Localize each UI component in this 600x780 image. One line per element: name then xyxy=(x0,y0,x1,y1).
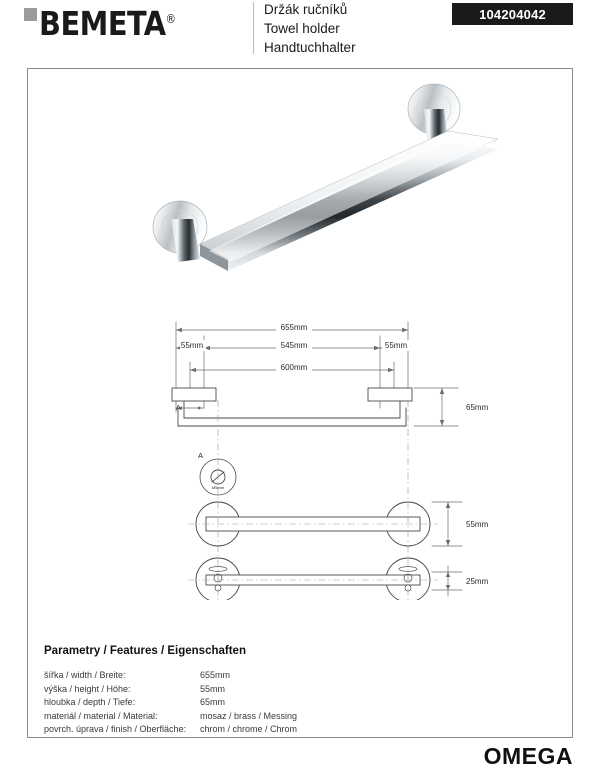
series-name: OMEGA xyxy=(483,743,573,769)
spec-label-finish: povrch. úprava / finish / Oberfläche: xyxy=(44,724,187,734)
dim-right-segment: 55mm xyxy=(384,341,408,350)
specifications-section xyxy=(44,645,464,737)
spec-value-width: 655mm xyxy=(200,670,231,680)
technical-drawing xyxy=(28,300,572,600)
registered-trademark-icon: ® xyxy=(165,12,176,26)
spec-row xyxy=(44,710,464,724)
spec-label-height: výška / height / Höhe: xyxy=(44,683,131,694)
brand-name xyxy=(39,2,176,41)
spec-label-depth: hloubka / depth / Tiefe: xyxy=(44,697,136,707)
product-photo xyxy=(28,69,572,299)
brand-name-text: BEMETA xyxy=(39,4,166,43)
dim-left-segment: 55mm xyxy=(180,341,204,350)
spec-value-material: mosaz / brass / Messing xyxy=(200,710,298,721)
dim-bar-length: 600mm xyxy=(280,363,308,372)
spec-label-width: šířka / width / Breite: xyxy=(44,670,126,680)
dim-height: 55mm xyxy=(466,520,489,529)
spec-row xyxy=(44,683,464,697)
spec-row xyxy=(44,696,464,710)
spec-label-material: materiál / material / Material: xyxy=(44,710,158,721)
detail-callout-marker: A xyxy=(176,405,181,412)
detail-note: M5mm xyxy=(211,485,225,490)
brand-logo xyxy=(24,2,180,41)
product-title-block xyxy=(264,0,356,57)
spec-row xyxy=(44,723,464,737)
dim-total-width: 655mm xyxy=(280,323,308,332)
header-divider xyxy=(253,2,254,54)
specs-title: Parametry / Features / Eigenschaften xyxy=(44,645,246,657)
spec-value-depth: 65mm xyxy=(200,697,226,707)
part-number-badge: 104204042 xyxy=(452,3,573,25)
spec-value-finish: chrom / chrome / Chrom xyxy=(200,724,298,734)
logo-square-icon xyxy=(24,8,37,21)
page-header xyxy=(0,0,600,62)
spec-value-height: 55mm xyxy=(200,683,226,694)
dim-center-segment: 545mm xyxy=(280,341,308,350)
product-title-en: Towel holder xyxy=(264,21,340,36)
spec-row xyxy=(44,669,464,683)
product-title-de: Handtuchhalter xyxy=(264,40,356,55)
dim-bar-diameter: 25mm xyxy=(466,577,489,586)
product-title-cs: Držák ručníků xyxy=(264,2,348,17)
detail-callout-label: A xyxy=(198,451,204,460)
dim-depth: 65mm xyxy=(466,403,489,412)
